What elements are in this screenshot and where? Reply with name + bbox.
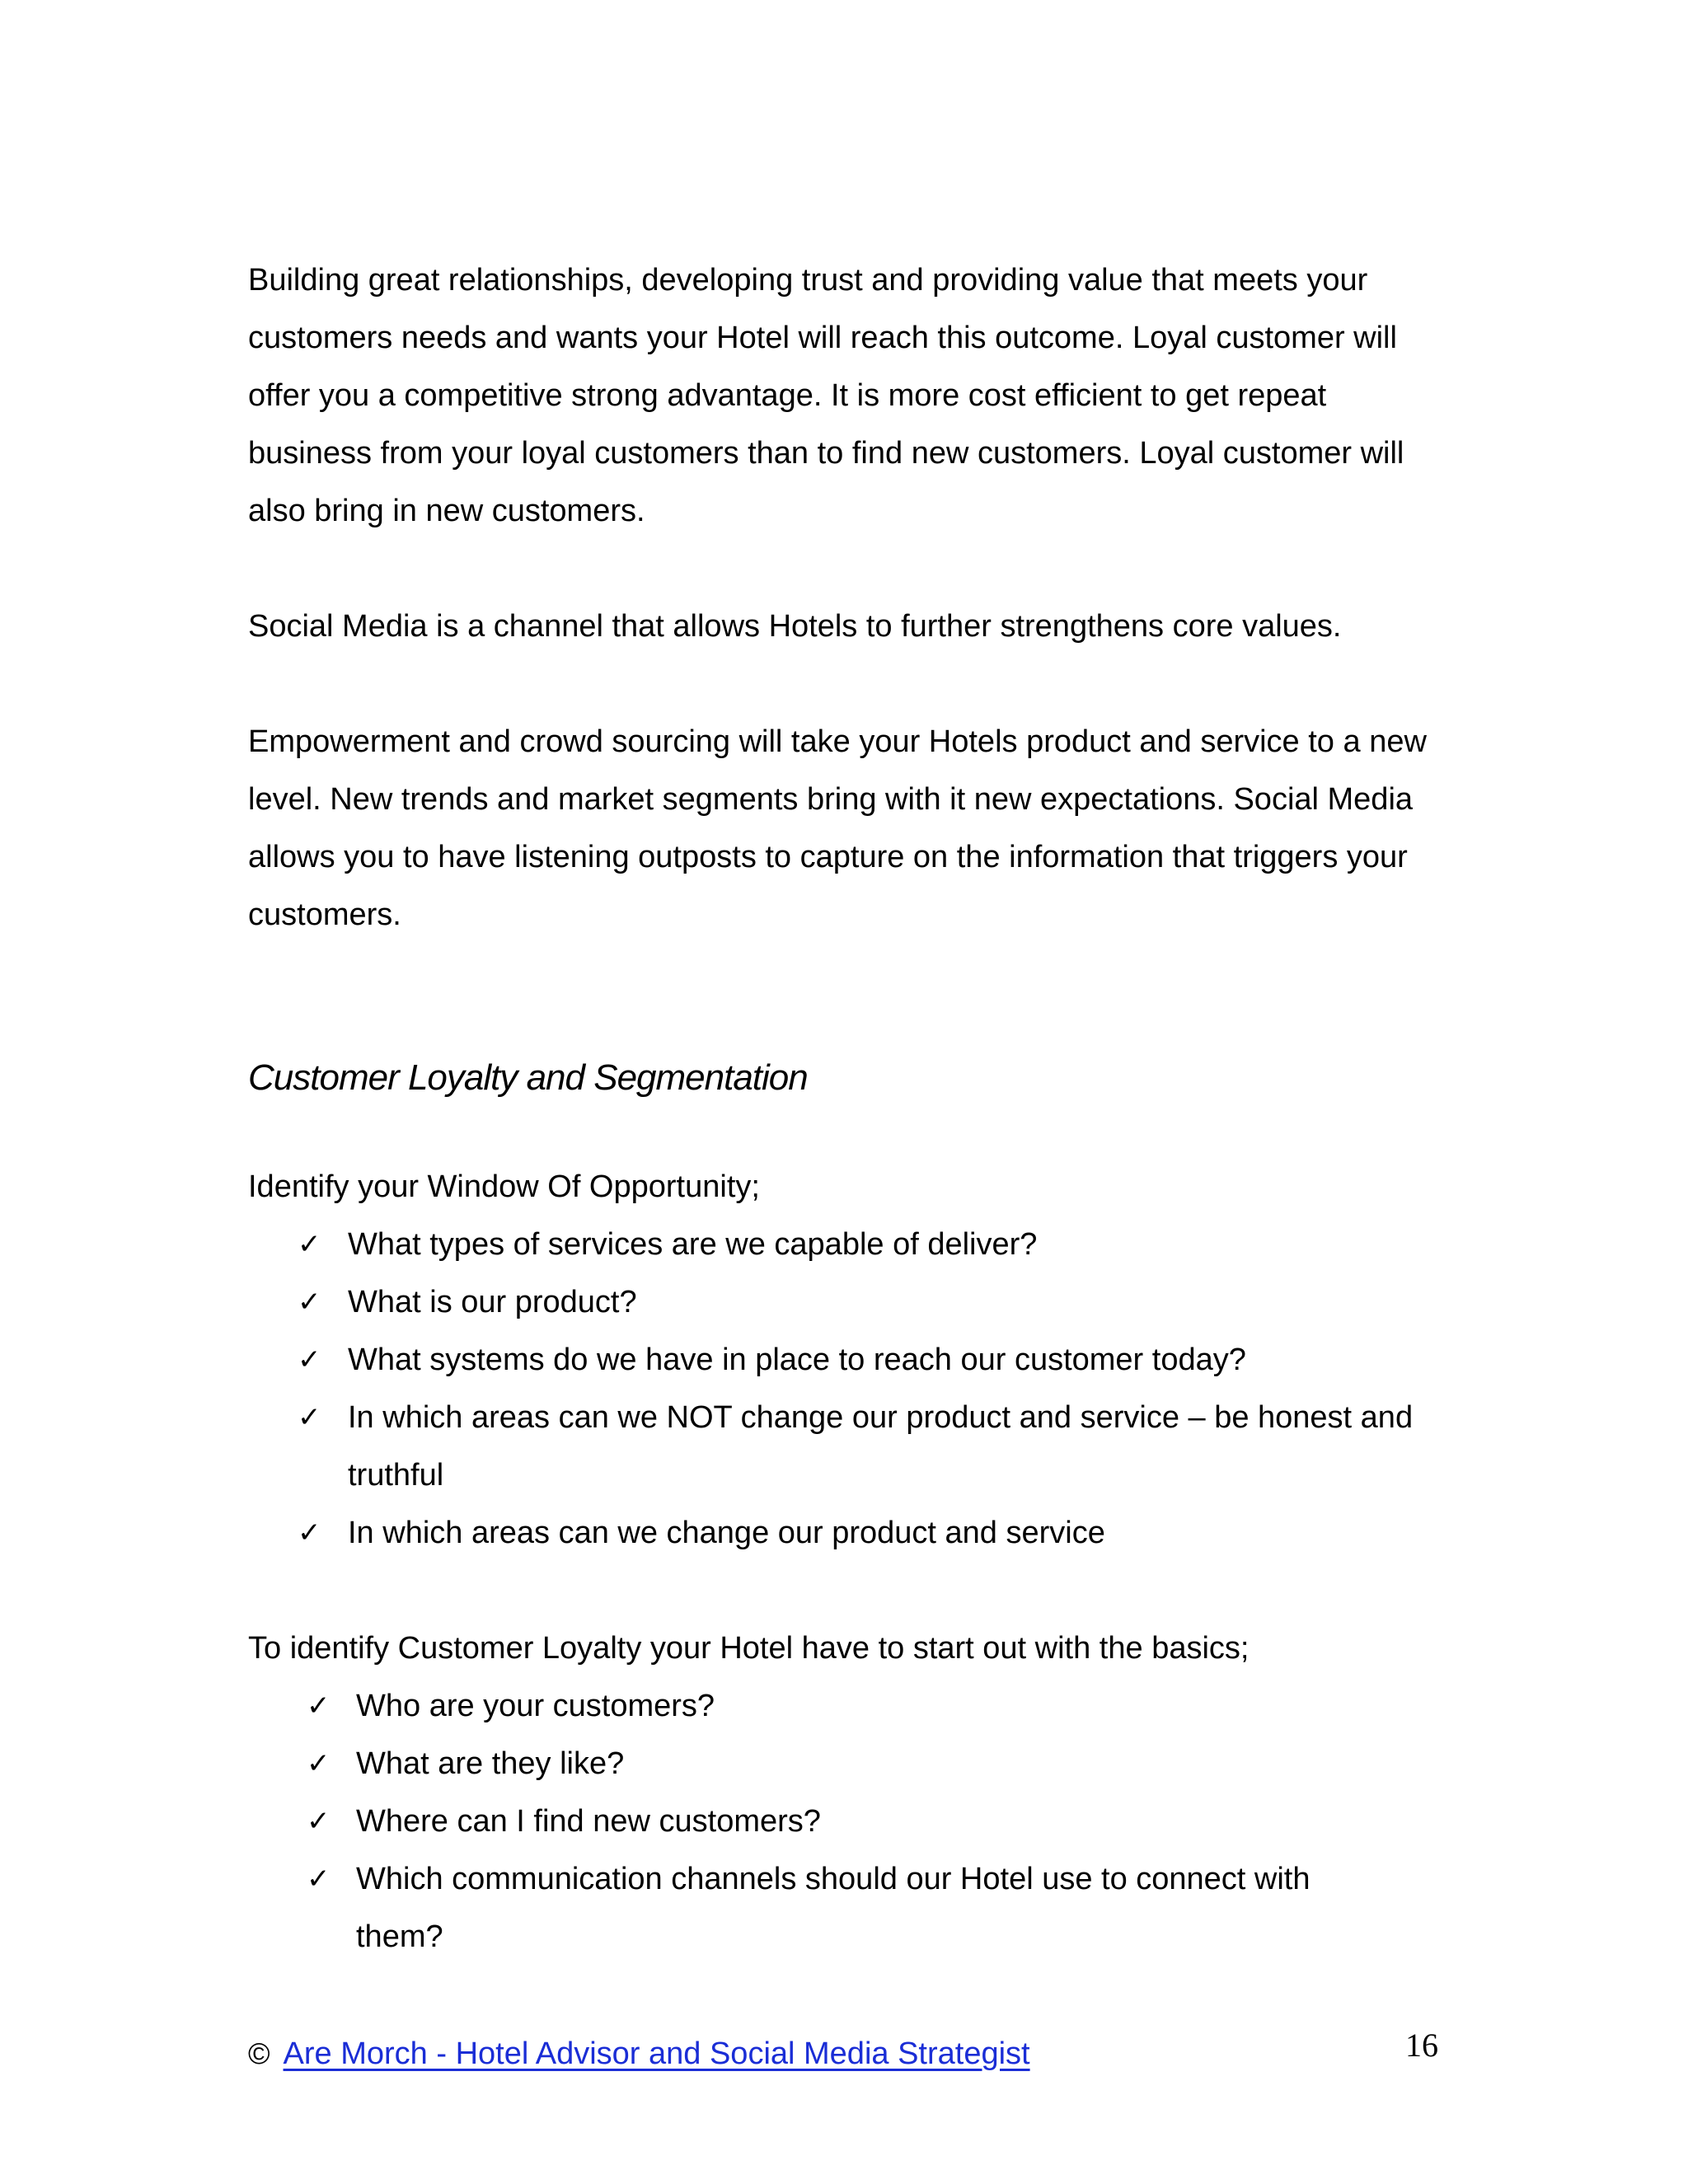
opportunity-checklist bbox=[248, 1216, 1451, 1562]
list-item bbox=[248, 1273, 1436, 1331]
page-number: 16 bbox=[1405, 2027, 1438, 2064]
paragraph-social-media-channel: Social Media is a channel that allows Hotels to further strengthens core values. bbox=[248, 609, 1342, 644]
checkmark-icon: ✓ bbox=[298, 1343, 321, 1376]
list-item bbox=[248, 1850, 1395, 1966]
list-item-text: In which areas can we NOT change our product and service – be honest and truthful bbox=[348, 1400, 1414, 1493]
loyalty-basics-checklist bbox=[248, 1677, 1451, 1966]
list-item-text: Where can I find new customers? bbox=[356, 1804, 821, 1839]
list-item bbox=[248, 1793, 1395, 1850]
checkmark-icon: ✓ bbox=[298, 1401, 321, 1434]
checkmark-icon: ✓ bbox=[307, 1747, 331, 1780]
page-footer bbox=[248, 2029, 1030, 2079]
list-item-text: What is our product? bbox=[348, 1285, 637, 1319]
list-item bbox=[248, 1677, 1395, 1735]
author-link[interactable]: Are Morch - Hotel Advisor and Social Media Strategist bbox=[283, 2036, 1030, 2071]
copyright-icon: © bbox=[248, 2036, 270, 2070]
section-heading: Customer Loyalty and Segmentation bbox=[248, 1057, 808, 1098]
checkmark-icon: ✓ bbox=[307, 1805, 331, 1838]
checkmark-icon: ✓ bbox=[307, 1690, 331, 1722]
paragraph-relationships: Building great relationships, developing trust and providing value that meets your customers needs and wants your Hotel will reach this outcome. Loyal customer will offer you a competitive strong advantage. It is more cost efficient to get repeat business from your loyal customers than to find new customers. Loyal customer will also bring in new customers. bbox=[248, 263, 1404, 528]
list-item bbox=[248, 1389, 1436, 1504]
list-item bbox=[248, 1331, 1436, 1389]
list-item bbox=[248, 1216, 1436, 1273]
list-item-text: What types of services are we capable of deliver? bbox=[348, 1227, 1038, 1262]
page-body bbox=[248, 251, 1451, 1966]
checkmark-icon: ✓ bbox=[307, 1863, 331, 1896]
list-item-text: What are they like? bbox=[356, 1746, 625, 1781]
list-item bbox=[248, 1735, 1395, 1793]
list-item-text: Which communication channels should our Hotel use to connect with them? bbox=[356, 1862, 1311, 1954]
paragraph-empowerment: Empowerment and crowd sourcing will take your Hotels product and service to a new level. New trends and market segments bring with it new expectations. Social Media allows you to have listening outposts to capture on the information that triggers your customers. bbox=[248, 724, 1427, 932]
list-item bbox=[248, 1504, 1436, 1562]
list2-intro: To identify Customer Loyalty your Hotel have to start out with the basics; bbox=[248, 1631, 1250, 1666]
list-item-text: In which areas can we change our product and service bbox=[348, 1516, 1105, 1550]
checkmark-icon: ✓ bbox=[298, 1516, 321, 1549]
list-item-text: Who are your customers? bbox=[356, 1689, 715, 1723]
checkmark-icon: ✓ bbox=[298, 1228, 321, 1261]
checkmark-icon: ✓ bbox=[298, 1286, 321, 1319]
list-item-text: What systems do we have in place to reach our customer today? bbox=[348, 1343, 1246, 1377]
list1-intro: Identify your Window Of Opportunity; bbox=[248, 1169, 760, 1204]
